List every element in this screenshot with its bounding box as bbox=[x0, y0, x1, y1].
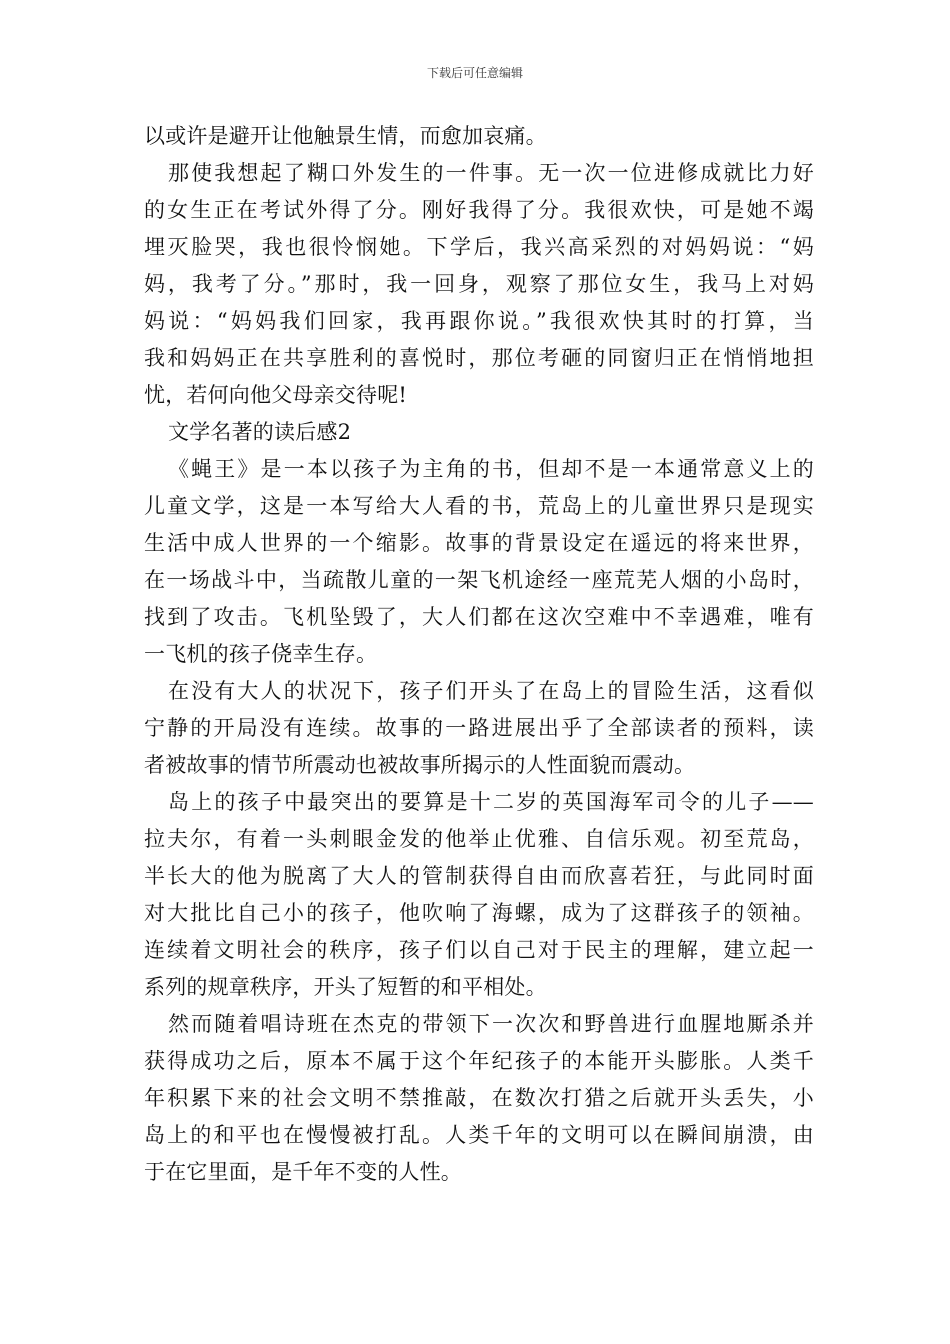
text-line: 我和妈妈正在共享胜利的喜悦时，那位考砸的同窗归正在悄悄地担 bbox=[144, 346, 814, 370]
text-line: 《蝇王》是一本以孩子为主角的书，但却不是一本通常意义上的 bbox=[168, 457, 814, 481]
text-line: 在没有大人的状况下，孩子们开头了在岛上的冒险生活，这看似 bbox=[168, 679, 814, 703]
text-line: 忧，若何向他父母亲交待呢! bbox=[144, 383, 408, 407]
page-header: 下载后可任意编辑 bbox=[426, 66, 523, 80]
text-line: 对大批比自己小的孩子，他吹响了海螺，成为了这群孩子的领袖。 bbox=[144, 901, 814, 925]
text-line: 以或许是避开让他触景生情，而愈加哀痛。 bbox=[144, 124, 547, 148]
text-line: 那使我想起了糊口外发生的一件事。无一次一位进修成就比力好 bbox=[168, 161, 814, 185]
text-line: 在一场战斗中，当疏散儿童的一架飞机途经一座荒芜人烟的小岛时， bbox=[144, 568, 814, 592]
text-line: 于在它里面，是千年不变的人性。 bbox=[144, 1160, 462, 1184]
text-line: 的女生正在考试外得了分。刚好我得了分。我很欢快，可是她不竭 bbox=[144, 198, 814, 222]
text-line: 生活中成人世界的一个缩影。故事的背景设定在遥远的将来世界， bbox=[144, 531, 814, 555]
text-line: 妈，我考了分。”那时，我一回身，观察了那位女生，我马上对妈 bbox=[144, 272, 814, 296]
text-line: 儿童文学，这是一本写给大人看的书，荒岛上的儿童世界只是现实 bbox=[144, 494, 814, 518]
text-line: 半长大的他为脱离了大人的管制获得自由而欣喜若狂，与此同时面 bbox=[144, 864, 814, 888]
text-line: 年积累下来的社会文明不禁推敲，在数次打猎之后就开头丢失，小 bbox=[144, 1086, 814, 1110]
text-line: 者被故事的情节所震动也被故事所揭示的人性面貌而震动。 bbox=[144, 753, 696, 777]
text-line: 一飞机的孩子侥幸生存。 bbox=[144, 642, 378, 666]
text-line: 埋灭脸哭，我也很怜悯她。下学后，我兴高采烈的对妈妈说：“妈 bbox=[144, 235, 814, 259]
text-line: 然而随着唱诗班在杰克的带领下一次次和野兽进行血腥地厮杀并 bbox=[168, 1012, 814, 1036]
text-line: 连续着文明社会的秩序，孩子们以自己对于民主的理解，建立起一 bbox=[144, 938, 814, 962]
text-line: 拉夫尔，有着一头刺眼金发的他举止优雅、自信乐观。初至荒岛， bbox=[144, 827, 814, 851]
text-line: 岛上的孩子中最突出的要算是十二岁的英国海军司令的儿子—— bbox=[168, 790, 814, 814]
text-line: 获得成功之后，原本不属于这个年纪孩子的本能开头膨胀。人类千 bbox=[144, 1049, 814, 1073]
text-line: 文学名著的读后感2 bbox=[168, 420, 352, 444]
text-line: 妈说：“妈妈我们回家，我再跟你说。”我很欢快其时的打算，当 bbox=[144, 309, 814, 333]
document-body bbox=[144, 118, 814, 1191]
text-line: 系列的规章秩序，开头了短暂的和平相处。 bbox=[144, 975, 547, 999]
text-line: 岛上的和平也在慢慢被打乱。人类千年的文明可以在瞬间崩溃，由 bbox=[144, 1123, 814, 1147]
text-line: 找到了攻击。飞机坠毁了，大人们都在这次空难中不幸遇难，唯有 bbox=[144, 605, 814, 629]
text-line: 宁静的开局没有连续。故事的一路进展出乎了全部读者的预料，读 bbox=[144, 716, 814, 740]
